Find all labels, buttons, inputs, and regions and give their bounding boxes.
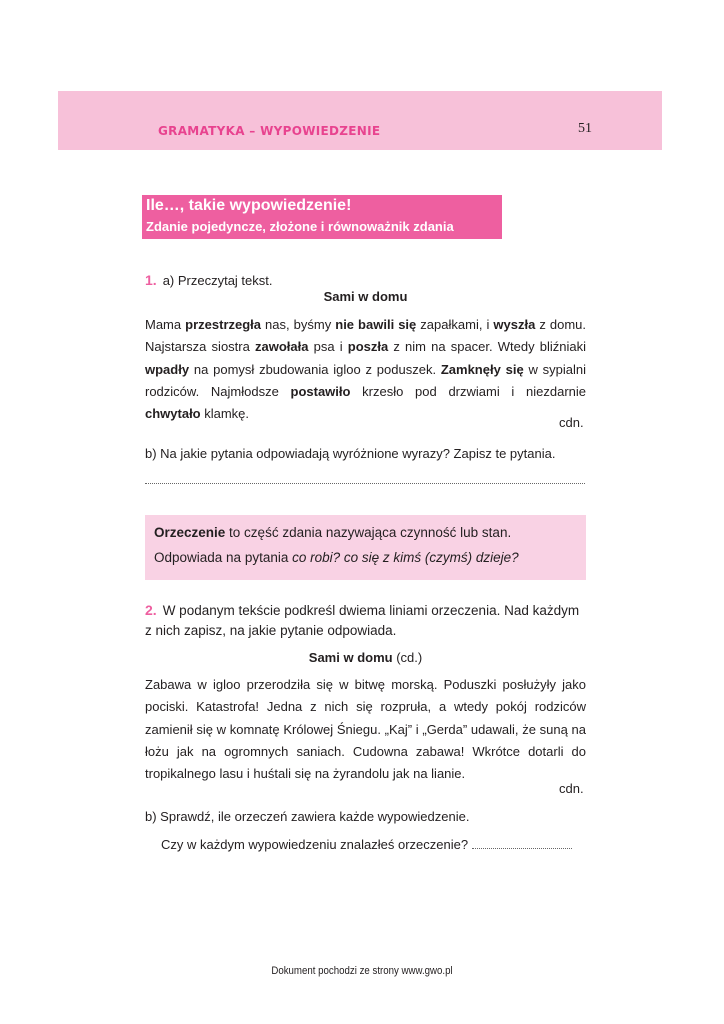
page-header xyxy=(58,91,662,150)
exercise-2-b: b) Sprawdź, ile orzeczeń zawiera każde wypowiedzenie. xyxy=(145,809,470,824)
definition-line-1 xyxy=(154,525,511,540)
page-number: 51 xyxy=(578,121,592,136)
exercise-1-b: b) Na jakie pytania odpowiadają wyróżnione wyrazy? Zapisz te pytania. xyxy=(145,446,556,461)
exercise-2-instruction xyxy=(145,600,586,641)
exercise-1-paragraph: Mama przestrzegła nas, byśmy nie bawili się zapałkami, i wyszła z domu. Najstarsza siostra zawołała psa i poszła z nim na spacer. Wtedy bliźniaki wpadły na pomysł zbudowania igloo z poduszek. Zamknęły się w sypialni rodziców. Najmłodsze postawiło krzesło pod drzwiami i niezdarnie chwytało klamkę. xyxy=(145,317,587,422)
text-title-2-main: Sami w domu xyxy=(308,650,393,665)
definition-line-2 xyxy=(154,550,519,565)
definition-text: to część zdania nazywająca czynność lub stan. xyxy=(225,525,512,540)
exercise-2-question xyxy=(161,834,572,856)
exercise-number: 1. xyxy=(145,272,157,288)
section-title: GRAMATYKA – WYPOWIEDZENIE xyxy=(158,124,381,138)
exercise-1-a: a) Przeczytaj tekst. xyxy=(162,273,273,288)
continued-note-2: cdn. xyxy=(559,781,584,796)
exercise-2-paragraph: Zabawa w igloo przerodziła się w bitwę morską. Poduszki posłużyły jako pociski. Katastrofa! Jedna z nich się rozpruła, a wtedy pokój rodziców zamienił się w komnatę Królowej Śniegu. „Kaj” i „Gerda” udawali, że suną na łożu jak na ogromnych saniach. Cudowna zabawa! Wkrótce dotarli do tropikalnego lasu i huśtali się na żyrandolu jak na lianie. xyxy=(145,677,586,782)
answer-line[interactable] xyxy=(145,483,585,484)
chapter-subtitle: Zdanie pojedyncze, złożone i równoważnik zdania xyxy=(146,219,454,234)
definition-questions: co robi? co się z kimś (czymś) dzieje? xyxy=(292,550,519,565)
chapter-title: Ile…, takie wypowiedzenie! xyxy=(146,197,352,214)
exercise-2-text: W podanym tekście podkreśl dwiema liniami orzeczenia. Nad każdym z nich zapisz, na jakie pytanie odpowiada. xyxy=(145,603,580,638)
definition-box xyxy=(145,515,586,580)
continued-note: cdn. xyxy=(559,415,584,430)
text-title-2-suffix: (cd.) xyxy=(392,650,423,665)
text-title: Sami w domu xyxy=(323,289,408,304)
answer-field[interactable] xyxy=(472,838,572,849)
text-title-2 xyxy=(145,650,586,665)
chapter-title-band xyxy=(142,195,502,239)
exercise-2-question-text: Czy w każdym wypowiedzeniu znalazłeś orzeczenie? xyxy=(161,837,469,852)
definition-lead: Odpowiada na pytania xyxy=(154,550,289,565)
footer-source: Dokument pochodzi ze strony www.gwo.pl xyxy=(271,965,453,977)
definition-term: Orzeczenie xyxy=(154,525,226,540)
exercise-number: 2. xyxy=(145,602,157,618)
